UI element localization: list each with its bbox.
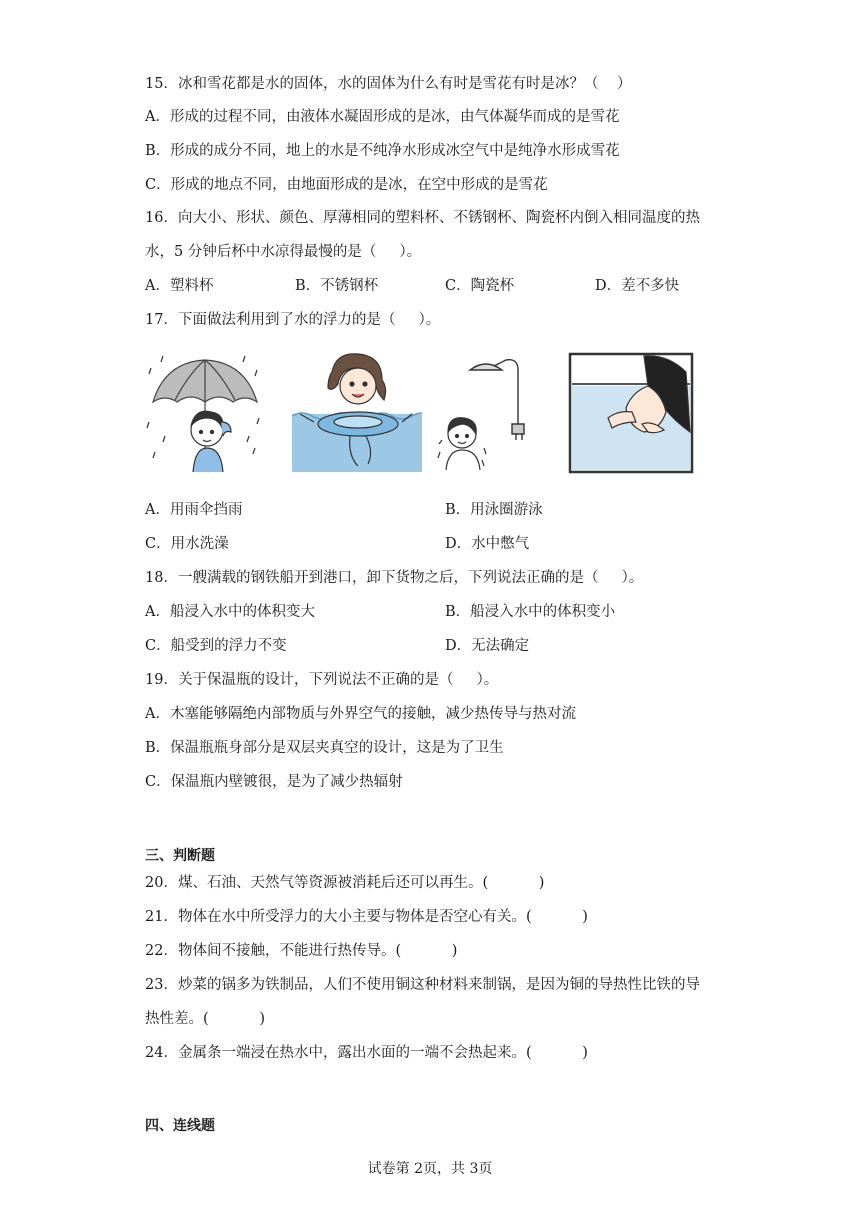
q17-option-d: D．水中憋气 [445, 536, 530, 552]
swim-ring-picture [292, 352, 422, 474]
q19-option-a: A．木塞能够隔绝内部物质与外界空气的接触，减少热传导与热对流 [145, 706, 576, 722]
shower-picture [436, 352, 546, 474]
q18-option-c: C．船受到的浮力不变 [145, 638, 287, 654]
q17-option-a: A．用雨伞挡雨 [145, 502, 243, 518]
page-footer: 试卷第 2页，共 3页 [367, 1161, 493, 1177]
q16-option-b: B．不锈钢杯 [295, 278, 379, 294]
q16-stem-line2: 水，5 分钟后杯中水凉得最慢的是（ ）。 [145, 244, 422, 260]
q23-line1: 23．炒菜的锅多为铁制品，人们不使用铜这种材料来制锅，是因为铜的导热性比铁的导 [145, 977, 700, 993]
section4-title: 四、连线题 [145, 1118, 215, 1134]
q21: 21．物体在水中所受浮力的大小主要与物体是否空心有关。( ) [145, 909, 588, 925]
q18-option-b: B．船浸入水中的体积变小 [445, 604, 616, 620]
q16-option-c: C．陶瓷杯 [445, 278, 515, 294]
q17-option-b: B．用泳圈游泳 [445, 502, 543, 518]
q19-stem: 19．关于保温瓶的设计，下列说法不正确的是（ ）。 [145, 672, 499, 688]
holding-breath-picture [568, 352, 694, 474]
q19-option-c: C．保温瓶内壁镀很，是为了减少热辐射 [145, 774, 403, 790]
q22: 22．物体间不接触，不能进行热传导。( ) [145, 943, 458, 959]
q15-stem: 15．冰和雪花都是水的固体，水的固体为什么有时是雪花有时是冰？（ ） [145, 76, 632, 92]
q20: 20．煤、石油、天然气等资源被消耗后还可以再生。( ) [145, 875, 545, 891]
q15-option-a: A．形成的过程不同，由液体水凝固形成的是冰，由气体凝华而成的是雪花 [145, 109, 620, 125]
q24: 24．金属条一端浸在热水中，露出水面的一端不会热起来。( ) [145, 1045, 588, 1061]
q16-stem-line1: 16．向大小、形状、颜色、厚薄相同的塑料杯、不锈钢杯、陶瓷杯内倒入相同温度的热 [145, 210, 700, 226]
q16-option-a: A．塑料杯 [145, 278, 214, 294]
q23-line2: 热性差。( ) [145, 1011, 266, 1027]
q19-option-b: B．保温瓶瓶身部分是双层夹真空的设计，这是为了卫生 [145, 740, 504, 756]
q17-stem: 17．下面做法利用到了水的浮力的是（ ）。 [145, 312, 441, 328]
q18-option-a: A．船浸入水中的体积变大 [145, 604, 315, 620]
q15-option-b: B．形成的成分不同，地上的水是不纯净水形成冰空气中是纯净水形成雪花 [145, 143, 620, 159]
q18-option-d: D．无法确定 [445, 638, 530, 654]
q16-option-d: D．差不多快 [595, 278, 680, 294]
section3-title: 三、判断题 [145, 848, 215, 864]
q15-option-c: C．形成的地点不同，由地面形成的是冰，在空中形成的是雪花 [145, 177, 548, 193]
q17-option-c: C．用水洗澡 [145, 536, 229, 552]
umbrella-rain-picture [145, 352, 265, 474]
q18-stem: 18．一艘满载的钢铁船开到港口，卸下货物之后，下列说法正确的是（ ）。 [145, 570, 644, 586]
